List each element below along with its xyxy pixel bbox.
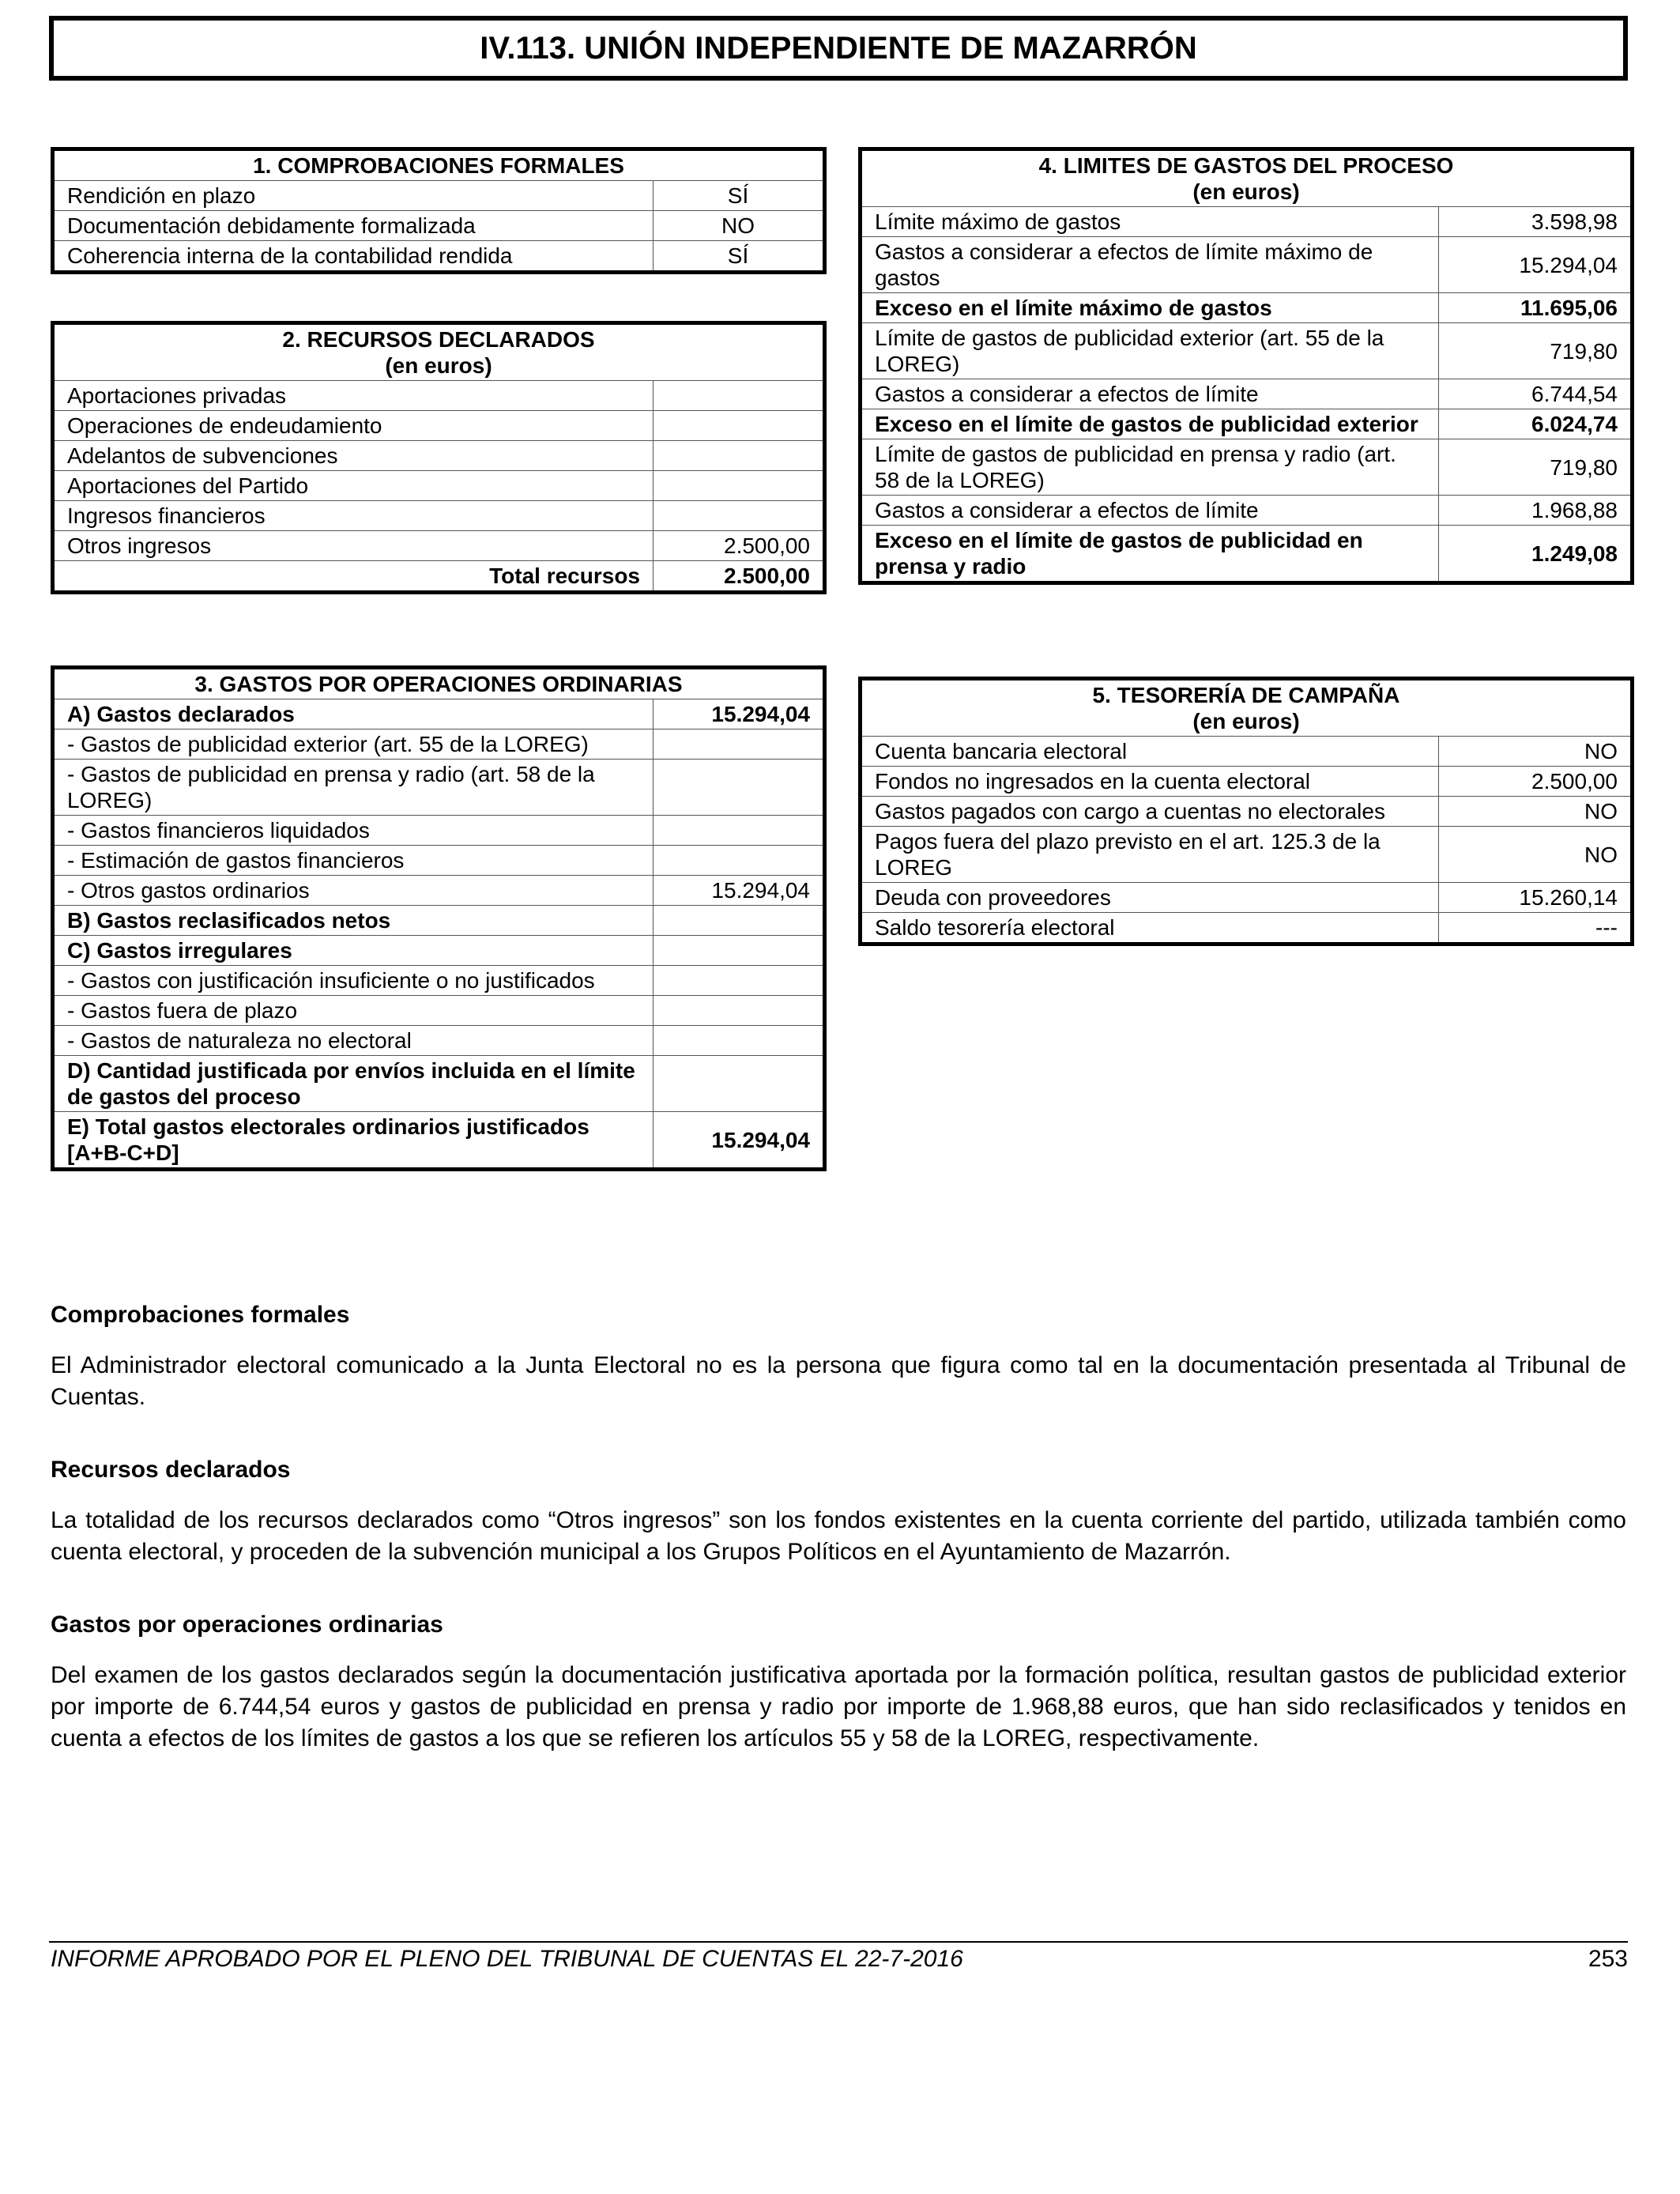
table-row: Adelantos de subvenciones bbox=[53, 441, 825, 471]
table-row: Exceso en el límite de gastos de publicidad en prensa y radio 1.249,08 bbox=[861, 526, 1633, 583]
table-row: Gastos a considerar a efectos de límite 6.744,54 bbox=[861, 379, 1633, 409]
table-row: Saldo tesorería electoral --- bbox=[861, 913, 1633, 944]
section-paragraph: El Administrador electoral comunicado a la Junta Electoral no es la persona que figura como tal en la documentación presentada al Tribunal de Cuentas. bbox=[51, 1352, 1626, 1410]
table-row: E) Total gastos electorales ordinarios justificados [A+B-C+D] 15.294,04 bbox=[53, 1112, 825, 1170]
table-gastos-ordinarios bbox=[51, 665, 827, 1171]
footer-text: INFORME APROBADO POR EL PLENO DEL TRIBUNAL DE CUENTAS EL 22-7-2016 bbox=[51, 1946, 963, 1972]
table-row: Documentación debidamente formalizada NO bbox=[53, 211, 825, 241]
section-gastos bbox=[51, 1609, 1626, 1755]
table-comprobaciones-formales bbox=[51, 147, 827, 274]
page-number: 253 bbox=[1588, 1946, 1628, 1972]
table-row: Coherencia interna de la contabilidad rendida SÍ bbox=[53, 241, 825, 273]
section-paragraph: Del examen de los gastos declarados según la documentación justificativa aportada por la formación política, resultan gastos de publicidad exterior por importe de 6.744,54 euros y gastos de publicidad en prensa y radio por importe de 1.968,88 euros, que han sido reclasificados y tenidos en cuenta a efectos de los límites de gastos a los que se refieren los artículos 55 y 58 de la LOREG, respectivamente. bbox=[51, 1662, 1626, 1751]
table-row: Aportaciones del Partido bbox=[53, 471, 825, 501]
footer-rule bbox=[49, 1941, 1628, 1943]
table-row: Otros ingresos 2.500,00 bbox=[53, 531, 825, 561]
table-heading: 4. LIMITES DE GASTOS DEL PROCESO (en euros) bbox=[861, 149, 1633, 207]
table-tesoreria-campana bbox=[858, 677, 1634, 946]
total-row: Total recursos 2.500,00 bbox=[53, 561, 825, 593]
table-row: Aportaciones privadas bbox=[53, 381, 825, 411]
table-heading: 2. RECURSOS DECLARADOS (en euros) bbox=[53, 323, 825, 381]
table-row: Ingresos financieros bbox=[53, 501, 825, 531]
section-comprobaciones bbox=[51, 1299, 1626, 1413]
table-row: C) Gastos irregulares bbox=[53, 936, 825, 966]
table-row: Exceso en el límite de gastos de publicidad exterior 6.024,74 bbox=[861, 409, 1633, 439]
table-row: B) Gastos reclasificados netos bbox=[53, 906, 825, 936]
section-recursos bbox=[51, 1454, 1626, 1568]
table-row: Gastos pagados con cargo a cuentas no electorales NO bbox=[861, 797, 1633, 827]
table-row: Cuenta bancaria electoral NO bbox=[861, 737, 1633, 767]
table-recursos-declarados bbox=[51, 321, 827, 594]
table-heading: 3. GASTOS POR OPERACIONES ORDINARIAS bbox=[53, 668, 825, 699]
table-row: Gastos a considerar a efectos de límite máximo de gastos 15.294,04 bbox=[861, 237, 1633, 293]
table-row: Límite máximo de gastos 3.598,98 bbox=[861, 207, 1633, 237]
section-heading: Gastos por operaciones ordinarias bbox=[51, 1612, 443, 1638]
table-row: Exceso en el límite máximo de gastos 11.695,06 bbox=[861, 293, 1633, 323]
table-limites-gastos bbox=[858, 147, 1634, 585]
section-paragraph: La totalidad de los recursos declarados como “Otros ingresos” son los fondos existentes en la cuenta corriente del partido, utilizada también como cuenta electoral, y proceden de la subvención municipal a los Grupos Políticos en el Ayuntamiento de Mazarrón. bbox=[51, 1507, 1626, 1565]
table-heading: 1. COMPROBACIONES FORMALES bbox=[53, 149, 825, 181]
table-row: Rendición en plazo SÍ bbox=[53, 181, 825, 211]
table-row: Gastos a considerar a efectos de límite 1.968,88 bbox=[861, 496, 1633, 526]
table-row: - Gastos financieros liquidados bbox=[53, 816, 825, 846]
page-title: IV.113. UNIÓN INDEPENDIENTE DE MAZARRÓN bbox=[49, 16, 1628, 81]
table-row: A) Gastos declarados 15.294,04 bbox=[53, 699, 825, 729]
table-row: Deuda con proveedores 15.260,14 bbox=[861, 883, 1633, 913]
table-row: Operaciones de endeudamiento bbox=[53, 411, 825, 441]
table-row: - Gastos con justificación insuficiente o no justificados bbox=[53, 966, 825, 996]
table-heading: 5. TESORERÍA DE CAMPAÑA (en euros) bbox=[861, 679, 1633, 737]
table-row: Pagos fuera del plazo previsto en el art. 125.3 de la LOREG NO bbox=[861, 827, 1633, 883]
section-heading: Comprobaciones formales bbox=[51, 1302, 350, 1328]
table-row: - Otros gastos ordinarios 15.294,04 bbox=[53, 876, 825, 906]
table-row: D) Cantidad justificada por envíos incluida en el límite de gastos del proceso bbox=[53, 1056, 825, 1112]
table-row: - Gastos de publicidad en prensa y radio (art. 58 de la LOREG) bbox=[53, 760, 825, 816]
table-row: - Gastos fuera de plazo bbox=[53, 996, 825, 1026]
table-row: - Gastos de naturaleza no electoral bbox=[53, 1026, 825, 1056]
table-row: - Gastos de publicidad exterior (art. 55 de la LOREG) bbox=[53, 729, 825, 760]
table-row: Límite de gastos de publicidad en prensa y radio (art. 58 de la LOREG) 719,80 bbox=[861, 439, 1633, 496]
table-row: Límite de gastos de publicidad exterior (art. 55 de la LOREG) 719,80 bbox=[861, 323, 1633, 379]
table-row: - Estimación de gastos financieros bbox=[53, 846, 825, 876]
section-heading: Recursos declarados bbox=[51, 1457, 291, 1483]
table-row: Fondos no ingresados en la cuenta electoral 2.500,00 bbox=[861, 767, 1633, 797]
